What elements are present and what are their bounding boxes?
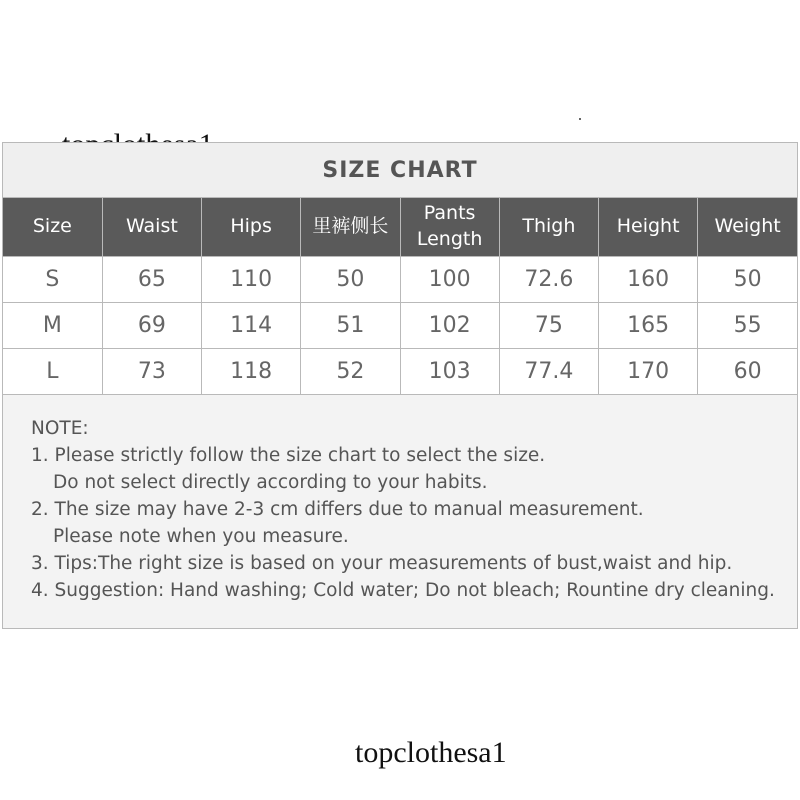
table-cell: S [3,257,102,303]
table-cell: 65 [102,257,201,303]
col-header-weight: Weight [698,198,797,257]
chart-title: SIZE CHART [3,143,797,198]
note-line: Do not select directly according to your habits. [53,472,488,493]
col-header-waist: Waist [102,198,201,257]
table-cell: 51 [301,303,400,349]
table-cell: 75 [499,303,598,349]
notes-heading: NOTE: [31,418,89,439]
col-header-height: Height [599,198,698,257]
table-cell: 110 [202,257,301,303]
table-row [3,349,797,395]
table-cell: 50 [301,257,400,303]
table-cell: 118 [202,349,301,395]
pants-length-label: Pants Length [416,202,483,250]
header-row [3,198,797,257]
note-line: 3. Tips:The right size is based on your measurements of bust,waist and hip. [31,553,733,574]
table-cell: 73 [102,349,201,395]
col-header-thigh: Thigh [499,198,598,257]
col-header-size: Size [3,198,102,257]
table-cell: 50 [698,257,797,303]
notes-section [3,394,797,628]
size-table [3,198,797,394]
table-cell: 52 [301,349,400,395]
table-cell: 69 [102,303,201,349]
table-cell: 160 [599,257,698,303]
table-cell: 72.6 [499,257,598,303]
table-cell: L [3,349,102,395]
table-cell: 102 [400,303,499,349]
watermark-bottom: topclothesa1 [355,736,507,769]
table-cell: 77.4 [499,349,598,395]
table-cell: 103 [400,349,499,395]
note-line: Please note when you measure. [53,526,349,547]
table-cell: M [3,303,102,349]
note-line: 2. The size may have 2-3 cm differs due to manual measurement. [31,499,644,520]
col-header-inner-side-length: 里裤侧长 [301,198,400,257]
table-cell: 55 [698,303,797,349]
table-cell: 100 [400,257,499,303]
table-cell: 165 [599,303,698,349]
table-cell: 170 [599,349,698,395]
stray-dot [579,118,581,120]
note-line: 1. Please strictly follow the size chart to select the size. [31,445,546,466]
table-cell: 114 [202,303,301,349]
table-row [3,303,797,349]
col-header-pants-length [400,198,499,257]
note-line: 4. Suggestion: Hand washing; Cold water; Do not bleach; Rountine dry cleaning. [31,580,775,601]
table-row [3,257,797,303]
size-chart [2,142,798,629]
table-cell: 60 [698,349,797,395]
col-header-hips: Hips [202,198,301,257]
